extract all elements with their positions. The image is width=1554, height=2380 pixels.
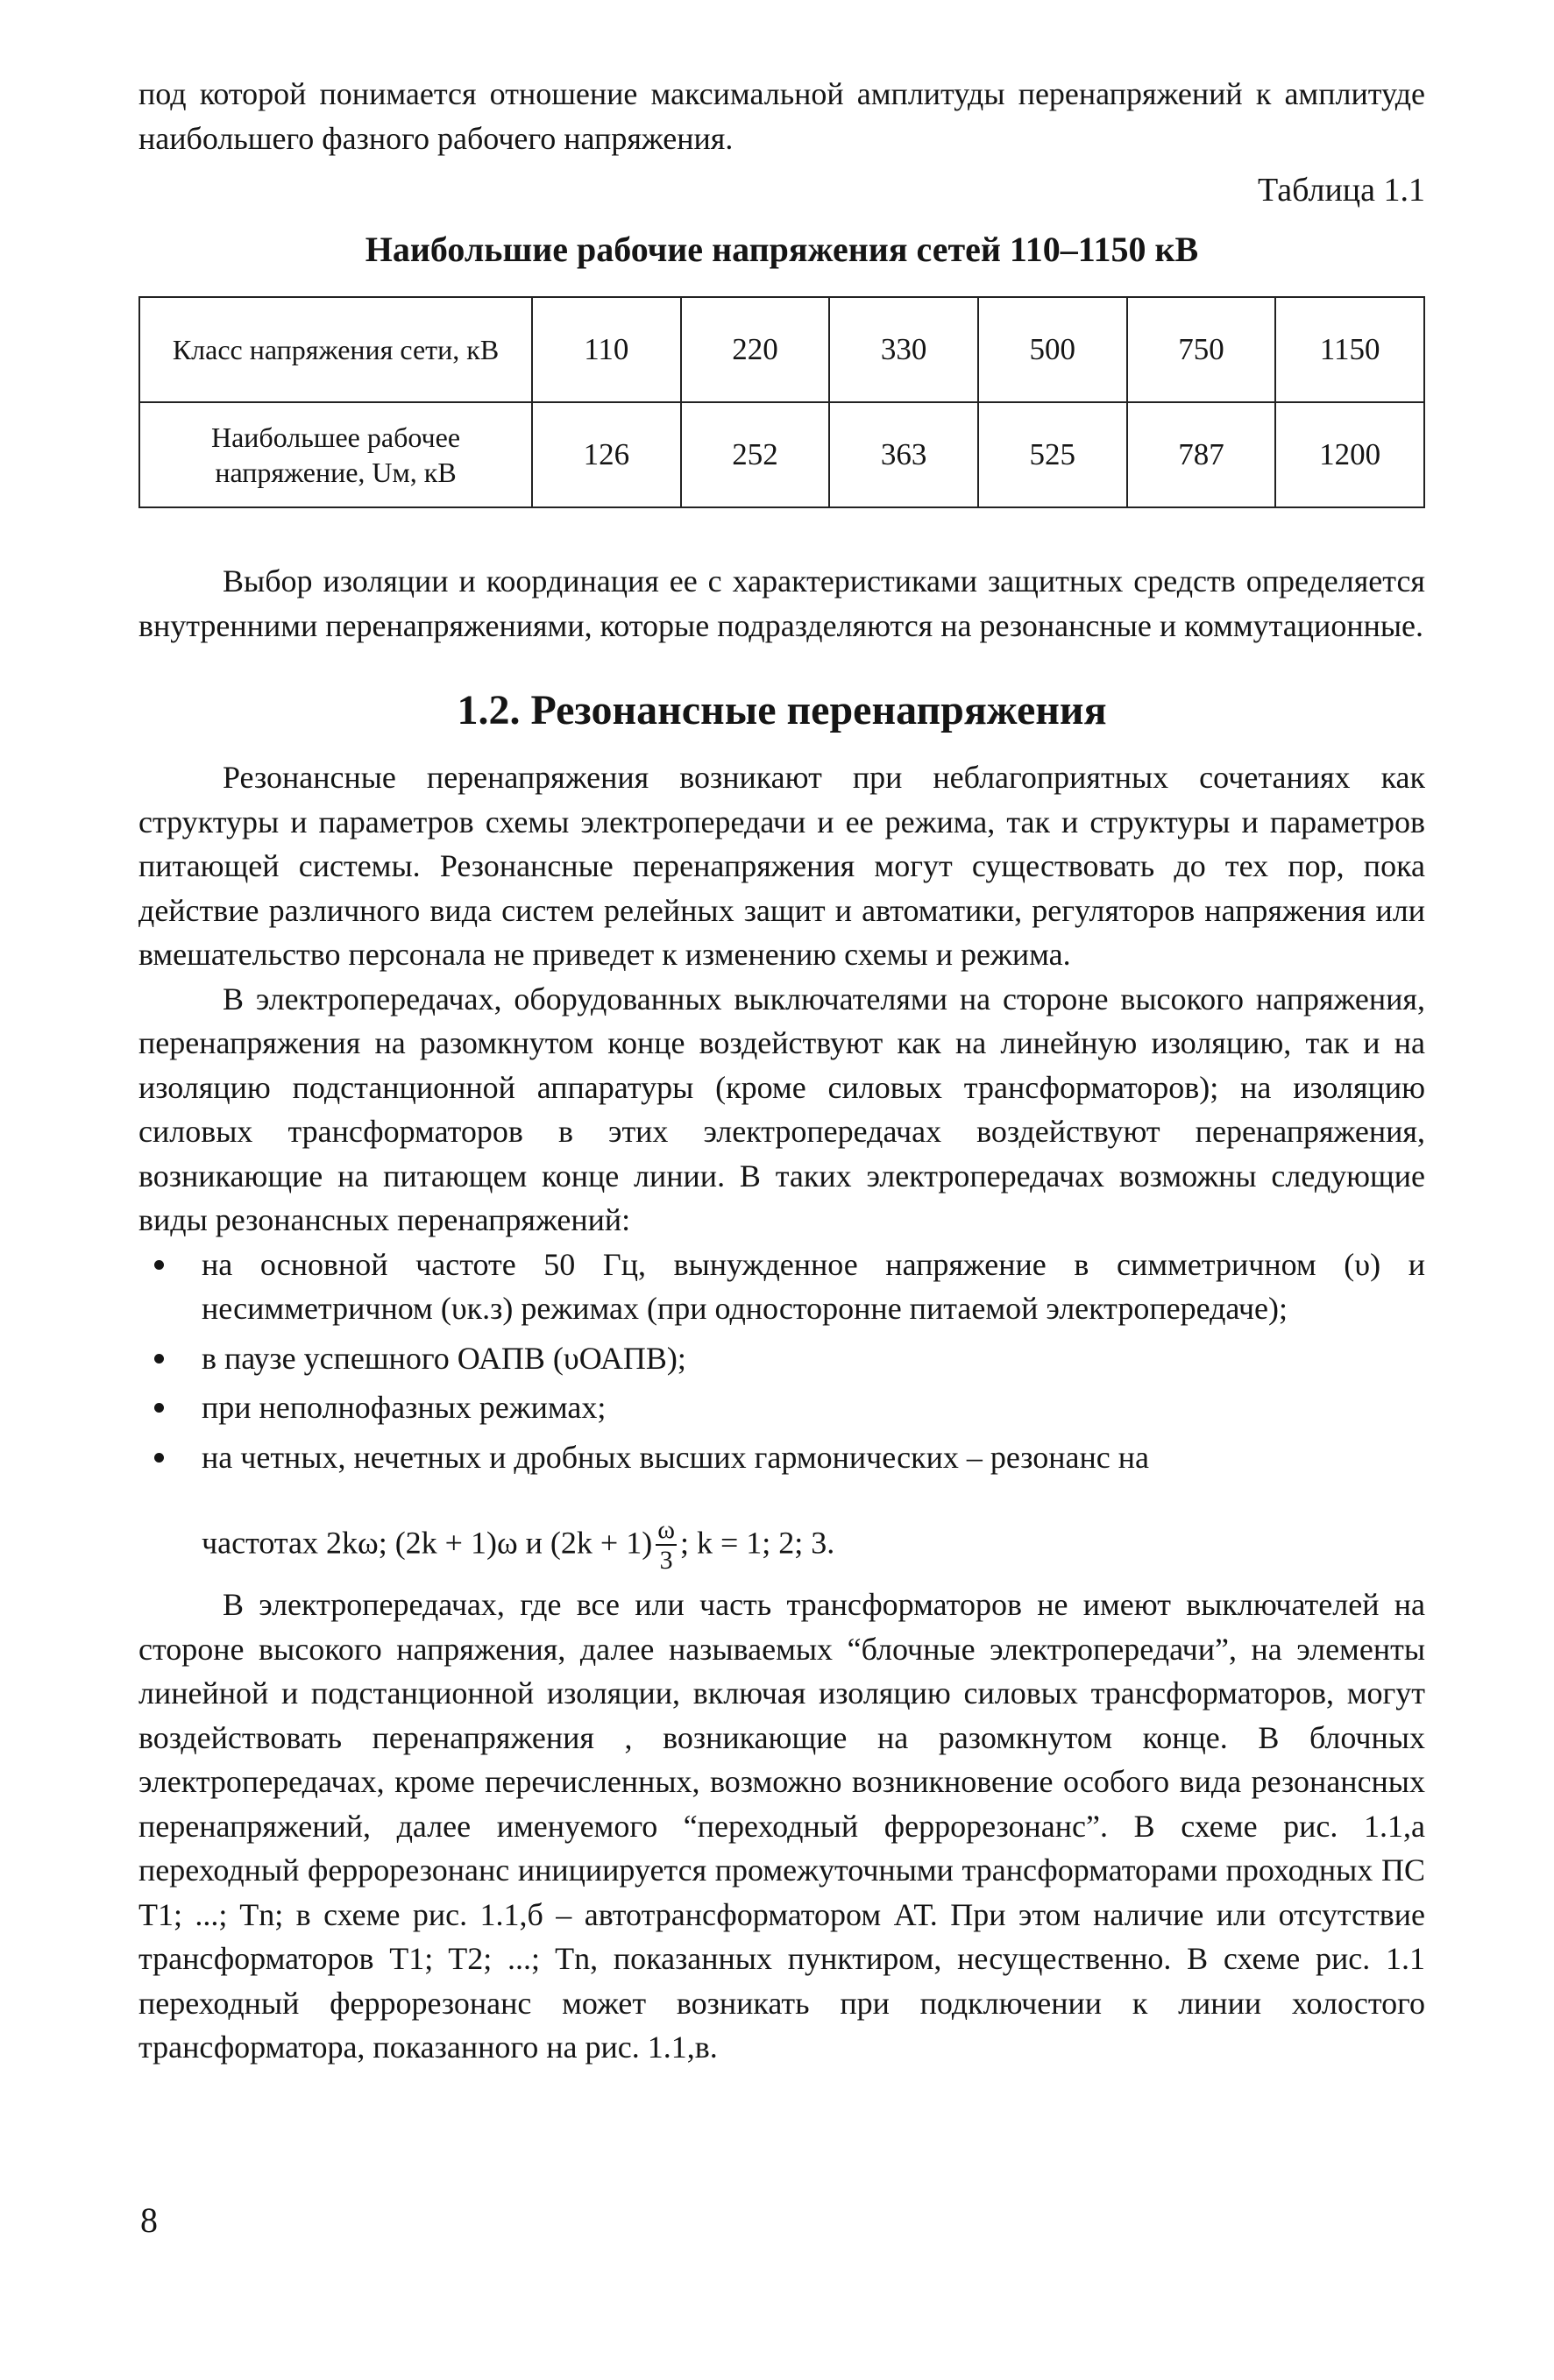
- page-body: [138, 72, 1425, 2070]
- table-cell: 500: [978, 297, 1127, 402]
- bullet-icon: [154, 1403, 164, 1413]
- choice-paragraph: Выбор изоляции и координация ее с характеристиками защитных средств определяется внутренними перенапряжениями, которые подразделяются на резонансные и коммутационные.: [138, 563, 1425, 643]
- bullet-icon: [154, 1260, 164, 1270]
- list-item: [138, 1243, 1425, 1331]
- row-header-max-voltage: Наибольшее рабочее напряжение, Uм, кВ: [139, 402, 532, 507]
- table-label: Таблица 1.1: [1257, 172, 1425, 209]
- overvoltage-list: [138, 1243, 1425, 1480]
- block-paragraph: В электропередачах, где все или часть трансформаторов не имеют выключателей на стороне высокого напряжения, далее называемых “блочные электропередачи”, на элементы линейной и подстанционной изоляции, включая изоляцию силовых трансформаторов, могут воздействовать перенапряжения , возникающие на разомкнутом конце. В блочных электропередачах, кроме перечисленных, возможно возникновение особого вида резонансных перенапряжений, далее именуемого “переходный феррорезонанс”. В схеме рис. 1.1,а переходный феррорезонанс инициируется промежуточными трансформаторами проходных ПС T1; ...; Tn; в схеме рис. 1.1,б – автотрансформатором АТ. При этом наличие или отсутствие трансформаторов T1; T2; ...; Tn, показанных пунктиром, несущественно. В схеме рис. 1.1 переходный феррорезонанс может возникать при подключении к линии холостого трансформатора, показанного на рис. 1.1,в.: [138, 1587, 1425, 2065]
- table-cell: 110: [532, 297, 681, 402]
- intro-paragraph: под которой понимается отношение максимальной амплитуды перенапряжений к амплитуде наибольшего фазного рабочего напряжения.: [138, 76, 1425, 156]
- formula-prefix: частотах 2kω; (2k + 1)ω и (2k + 1): [202, 1525, 653, 1561]
- formula-fraction: [656, 1516, 677, 1576]
- resonance-paragraph: Резонансные перенапряжения возникают при неблагоприятных сочетаниях как структуры и параметров схемы электропередачи и ее режима, так и структуры и параметров питающей системы. Резонансные перенапряжения могут существовать до тех пор, пока действие различного вида систем релейных защит и автоматики, регуляторов напряжения или вмешательство персонала не приведет к изменению схемы и режима.: [138, 760, 1425, 972]
- voltage-table: [138, 296, 1425, 508]
- table-cell: 525: [978, 402, 1127, 507]
- table-cell: 220: [681, 297, 830, 402]
- table-cell: 1150: [1275, 297, 1424, 402]
- table-row: [139, 297, 1424, 402]
- table-cell: 750: [1127, 297, 1276, 402]
- formula-suffix: ; k = 1; 2; 3.: [679, 1525, 835, 1561]
- list-item-text: в паузе успешного ОАПВ (υОАПВ);: [202, 1340, 686, 1376]
- bullet-icon: [154, 1453, 164, 1463]
- table-cell: 252: [681, 402, 830, 507]
- table-title: Наибольшие рабочие напряжения сетей 110–1150 кВ: [365, 230, 1199, 269]
- table-cell: 126: [532, 402, 681, 507]
- section-heading: 1.2. Резонансные перенапряжения: [457, 687, 1107, 733]
- table-cell: 1200: [1275, 402, 1424, 507]
- list-item: [138, 1385, 1425, 1430]
- formula-numerator: ω: [657, 1515, 675, 1544]
- list-item-text: при неполнофазных режимах;: [202, 1390, 607, 1425]
- table-cell: 363: [829, 402, 978, 507]
- list-item: [138, 1435, 1425, 1480]
- page-number: 8: [140, 2200, 158, 2240]
- row-header-voltage-class: Класс напряжения сети, кВ: [139, 297, 532, 402]
- table-cell: 330: [829, 297, 978, 402]
- table-cell: 787: [1127, 402, 1276, 507]
- list-item-text: на основной частоте 50 Гц, вынужденное напряжение в симметричном (υ) и несимметричном (υк.з) режимах (при односторонне питаемой электропередаче);: [202, 1246, 1425, 1326]
- list-item-text: на четных, нечетных и дробных высших гармонических – резонанс на: [202, 1439, 1150, 1475]
- formula-denominator: 3: [659, 1546, 673, 1575]
- table-row: [139, 402, 1424, 507]
- lines-paragraph: В электропередачах, оборудованных выключателями на стороне высокого напряжения, перенапряжения на разомкнутом конце воздействуют как на линейную изоляцию, так и на изоляцию подстанционной аппаратуры (кроме силовых трансформаторов); на изоляцию силовых трансформаторов в этих электропередачах воздействуют перенапряжения, возникающие на питающем конце линии. В таких электропередачах возможны следующие виды резонансных перенапряжений:: [138, 981, 1425, 1237]
- list-item: [138, 1336, 1425, 1381]
- harmonic-formula: [138, 1484, 1425, 1583]
- bullet-icon: [154, 1354, 164, 1364]
